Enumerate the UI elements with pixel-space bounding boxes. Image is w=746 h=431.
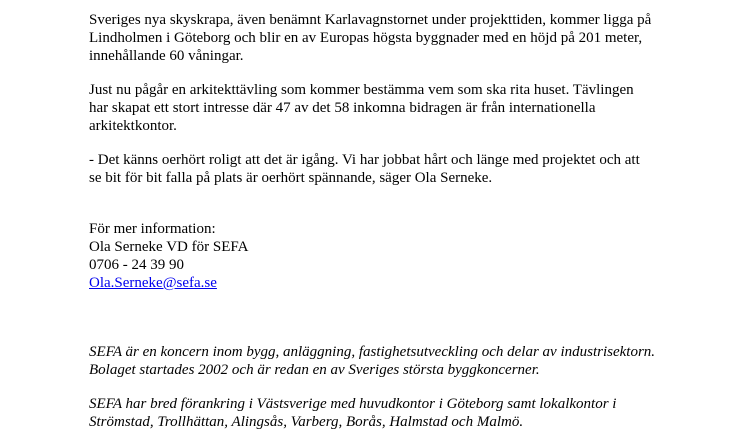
contact-phone: 0706 - 24 39 90 <box>89 257 184 273</box>
contact-heading: För mer information: <box>89 221 216 237</box>
text-line: arkitektkontor. <box>89 118 177 134</box>
text-line: innehållande 60 våningar. <box>89 48 244 64</box>
text-line: Sveriges nya skyskrapa, även benämnt Karlavagnstornet under projekttiden, kommer ligga på <box>89 12 652 28</box>
text-line: - Det känns oerhört roligt att det är igång. Vi har jobbat hårt och länge med projektet och att <box>89 152 640 168</box>
text-line: har skapat ett stort intresse där 47 av det 58 inkomna bidragen är från internationella <box>89 100 596 116</box>
text-line: Bolaget startades 2002 och är redan en av Sveriges största byggkoncerner. <box>89 362 540 378</box>
paragraph-quote <box>89 151 640 187</box>
about-company <box>89 343 655 379</box>
text-line: se bit för bit falla på plats är oerhört spännande, säger Ola Serneke. <box>89 170 493 186</box>
text-line: SEFA har bred förankring i Västsverige med huvudkontor i Göteborg samt lokalkontor i <box>89 396 617 412</box>
text-line: Strömstad, Trollhättan, Alingsås, Varberg, Borås, Halmstad och Malmö. <box>89 414 524 430</box>
text-line: Lindholmen i Göteborg och blir en av Europas högsta byggnader med en höjd på 201 meter, <box>89 30 643 46</box>
text-line: SEFA är en koncern inom bygg, anläggning, fastighetsutveckling och delar av industrisektorn. <box>89 344 656 360</box>
paragraph-intro <box>89 11 651 65</box>
email-link[interactable]: Ola.Serneke@sefa.se <box>89 275 217 291</box>
contact-email-line <box>89 274 248 292</box>
paragraph-competition <box>89 81 634 135</box>
text-line: Just nu pågår en arkitekttävling som kommer bestämma vem som ska rita huset. Tävlingen <box>89 82 634 98</box>
about-offices <box>89 395 616 431</box>
contact-name: Ola Serneke VD för SEFA <box>89 239 249 255</box>
contact-block <box>89 220 248 292</box>
